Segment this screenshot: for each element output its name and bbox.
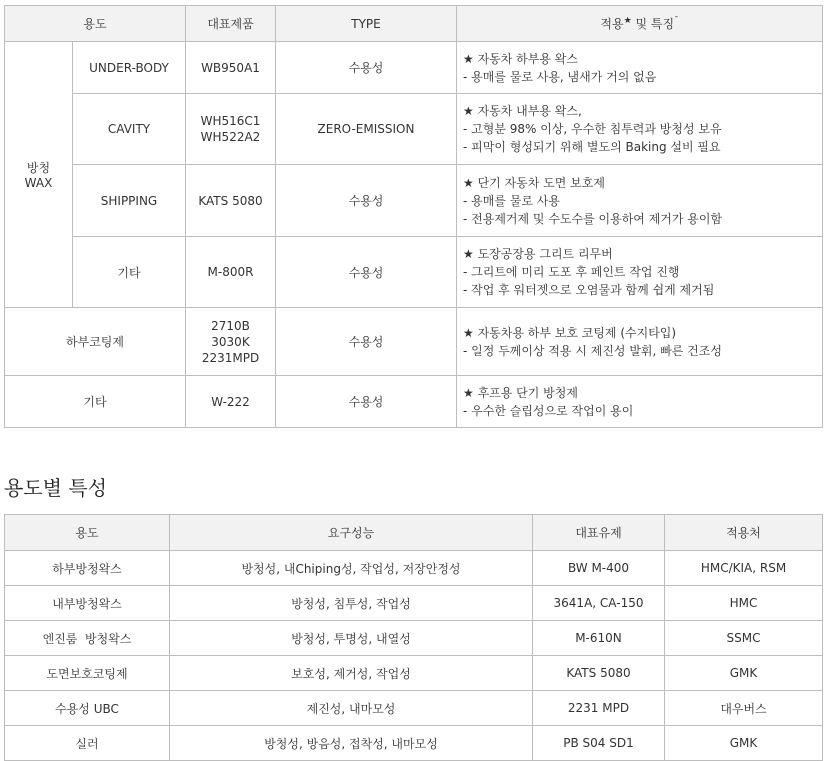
product-table xyxy=(4,5,823,428)
header-features-label: 적용 xyxy=(600,17,624,31)
requirements-cell: 방청성, 방음성, 접착성, 내마모성 xyxy=(170,726,533,761)
usage-cell: 도면보호코팅제 xyxy=(5,656,170,691)
feature-line: ★ 후프용 단기 방청제 xyxy=(463,385,578,400)
feature-line: - 그리트에 미리 도포 후 페인트 작업 진행 xyxy=(463,265,680,279)
model-name: KATS 5080 xyxy=(198,193,263,208)
category-cell: 기타 xyxy=(73,237,186,308)
model-cell xyxy=(186,237,276,308)
table-row xyxy=(5,691,823,726)
requirements-cell: 방청성, 침투성, 작업성 xyxy=(170,586,533,621)
category-cell: CAVITY xyxy=(73,94,186,165)
feature-line: - 용매를 물로 사용 xyxy=(463,193,560,208)
requirements-cell: 제진성, 내마모성 xyxy=(170,691,533,726)
header-features-suffix: 및 특징 xyxy=(631,17,675,31)
application-cell: 대우버스 xyxy=(665,691,823,726)
table-row xyxy=(5,42,823,94)
model-cell xyxy=(186,94,276,165)
model-name: WH522A2 xyxy=(200,130,261,144)
product-cell: M-610N xyxy=(533,621,665,656)
usage-cell: 내부방청왁스 xyxy=(5,586,170,621)
features-cell xyxy=(457,308,823,376)
feature-line: - 전용제거제 및 수도수를 이용하여 제거가 용이함 xyxy=(463,211,723,226)
type-cell: 수용성 xyxy=(276,42,457,94)
feature-line: - 용매를 물로 사용, 냄새가 거의 없음 xyxy=(463,69,657,84)
group-label-line1: 방청 xyxy=(26,161,51,175)
type-cell: 수용성 xyxy=(276,165,457,237)
usage-table-header xyxy=(5,515,823,551)
section-title: 용도별 특성 xyxy=(4,476,107,500)
usage-cell: 하부코팅제 xyxy=(5,308,186,376)
feature-line: - 고형분 98% 이상, 우수한 침투력과 방청성 보유 xyxy=(463,122,722,136)
product-cell: 2231 MPD xyxy=(533,691,665,726)
application-cell: HMC/KIA, RSM xyxy=(665,551,823,586)
header-bar-mark: ¯ xyxy=(674,16,679,26)
table-row xyxy=(5,165,823,237)
group-label xyxy=(5,42,73,308)
header-usage: 용도 xyxy=(5,6,186,42)
header-usage: 용도 xyxy=(5,515,170,551)
usage-cell: 기타 xyxy=(5,376,186,428)
category-cell: SHIPPING xyxy=(73,165,186,237)
type-cell: ZERO-EMISSION xyxy=(276,94,457,165)
usage-cell: 엔진룸 방청왁스 xyxy=(5,621,170,656)
application-cell: HMC xyxy=(665,586,823,621)
product-cell: KATS 5080 xyxy=(533,656,665,691)
table-row xyxy=(5,308,823,376)
header-type: TYPE xyxy=(276,6,457,42)
type-cell: 수용성 xyxy=(276,237,457,308)
product-cell: PB S04 SD1 xyxy=(533,726,665,761)
usage-characteristics-table xyxy=(4,514,823,761)
model-cell xyxy=(186,165,276,237)
header-features xyxy=(457,6,823,42)
table-row xyxy=(5,237,823,308)
features-cell xyxy=(457,42,823,94)
table-row xyxy=(5,621,823,656)
header-product: 대표제품 xyxy=(186,6,276,42)
model-name: M-800R xyxy=(207,265,254,279)
product-table-header xyxy=(5,6,823,42)
product-cell: BW M-400 xyxy=(533,551,665,586)
header-requirements: 요구성능 xyxy=(170,515,533,551)
feature-line: ★ 자동차용 하부 보호 코팅제 (수지타입) xyxy=(463,325,677,340)
features-cell xyxy=(457,237,823,308)
model-cell xyxy=(186,376,276,428)
usage-cell: 수용성 UBC xyxy=(5,691,170,726)
requirements-cell: 보호성, 제거성, 작업성 xyxy=(170,656,533,691)
type-cell: 수용성 xyxy=(276,376,457,428)
feature-line: ★ 자동차 하부용 왁스 xyxy=(463,51,578,66)
feature-line: - 우수한 슬립성으로 작업이 용이 xyxy=(463,403,634,418)
feature-line: ★ 도장공장용 그리트 리무버 xyxy=(463,247,613,261)
group-label-line2: WAX xyxy=(24,176,53,190)
model-name: 2231MPD xyxy=(201,350,260,365)
model-cell xyxy=(186,42,276,94)
feature-line: - 작업 후 워터젯으로 오염물과 함께 쉽게 제거됨 xyxy=(463,283,715,297)
usage-cell: 하부방청왁스 xyxy=(5,551,170,586)
model-name: 2710B xyxy=(211,318,250,333)
model-cell xyxy=(186,308,276,376)
category-cell: UNDER-BODY xyxy=(73,42,186,94)
table-row xyxy=(5,586,823,621)
table-row xyxy=(5,656,823,691)
product-cell: 3641A, CA-150 xyxy=(533,586,665,621)
model-name: WH516C1 xyxy=(200,114,261,128)
table-row xyxy=(5,94,823,165)
feature-line: - 피막이 형성되기 위해 별도의 Baking 설비 필요 xyxy=(463,140,721,154)
feature-line: ★ 단기 자동차 도면 보호제 xyxy=(463,175,605,190)
model-name: WB950A1 xyxy=(201,60,260,75)
usage-cell: 실러 xyxy=(5,726,170,761)
header-representative-product: 대표유제 xyxy=(533,515,665,551)
table-row xyxy=(5,551,823,586)
features-cell xyxy=(457,165,823,237)
feature-line: ★ 자동차 내부용 왁스, xyxy=(463,104,582,118)
application-cell: SSMC xyxy=(665,621,823,656)
header-star-mark: ★ xyxy=(623,16,632,26)
application-cell: GMK xyxy=(665,656,823,691)
type-cell: 수용성 xyxy=(276,308,457,376)
table-row xyxy=(5,726,823,761)
feature-line: - 일정 두께이상 적용 시 제진성 발휘, 빠른 건조성 xyxy=(463,343,722,358)
requirements-cell: 방청성, 내Chiping성, 작업성, 저장안정성 xyxy=(170,551,533,586)
model-name: 3030K xyxy=(211,334,250,349)
application-cell: GMK xyxy=(665,726,823,761)
table-row xyxy=(5,376,823,428)
features-cell xyxy=(457,376,823,428)
model-name: W-222 xyxy=(211,394,250,409)
header-application: 적용처 xyxy=(665,515,823,551)
requirements-cell: 방청성, 투명성, 내열성 xyxy=(170,621,533,656)
features-cell xyxy=(457,94,823,165)
